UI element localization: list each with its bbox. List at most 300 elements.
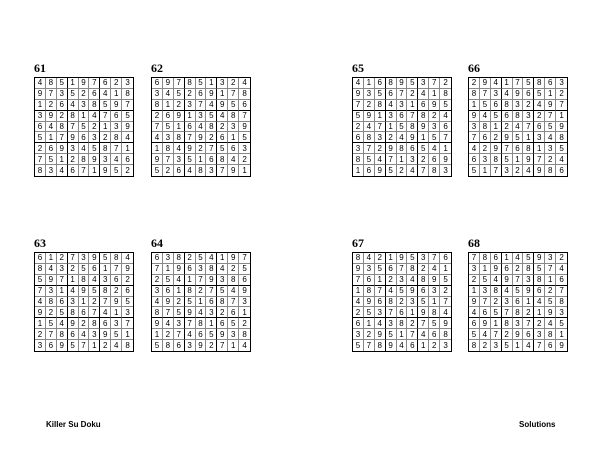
grid-cell: 9	[480, 78, 491, 89]
grid-cell: 8	[545, 329, 556, 340]
grid-cell: 2	[239, 154, 250, 165]
grid-cell: 4	[491, 78, 502, 89]
grid-cell: 5	[46, 318, 57, 329]
grid-cell: 7	[217, 340, 228, 351]
grid-cell: 7	[68, 253, 79, 264]
grid-cell: 5	[491, 111, 502, 122]
grid-cell: 4	[228, 286, 239, 297]
grid-cell: 2	[174, 100, 185, 111]
grid-cell: 4	[429, 143, 440, 154]
grid-cell: 1	[100, 264, 111, 275]
grid-cell: 2	[534, 111, 545, 122]
grid-cell: 4	[206, 253, 217, 264]
grid-cell: 6	[100, 318, 111, 329]
grid-cell: 5	[68, 89, 79, 100]
grid-cell: 2	[491, 297, 502, 308]
grid-cell: 7	[440, 132, 451, 143]
grid-cell: 5	[174, 89, 185, 100]
grid-cell: 2	[502, 122, 513, 133]
grid-cell: 8	[375, 340, 386, 351]
grid-cell: 9	[185, 307, 196, 318]
grid-cell: 2	[513, 165, 524, 176]
grid-cell: 1	[79, 111, 90, 122]
grid-cell: 5	[35, 275, 46, 286]
grid-cell: 6	[196, 89, 207, 100]
grid-cell: 7	[386, 154, 397, 165]
grid-cell: 3	[513, 100, 524, 111]
grid-cell: 3	[122, 78, 133, 89]
grid-cell: 9	[545, 100, 556, 111]
grid-cell: 2	[556, 89, 567, 100]
grid-cell: 4	[89, 111, 100, 122]
grid-cell: 5	[89, 286, 100, 297]
grid-cell: 2	[523, 307, 534, 318]
grid-cell: 6	[523, 89, 534, 100]
grid-cell: 6	[163, 111, 174, 122]
grid-cell: 8	[523, 143, 534, 154]
grid-cell: 5	[217, 286, 228, 297]
grid-cell: 5	[469, 329, 480, 340]
grid-cell: 4	[217, 264, 228, 275]
grid-cell: 2	[174, 297, 185, 308]
grid-cell: 3	[469, 122, 480, 133]
grid-cell: 7	[397, 264, 408, 275]
grid-cell: 7	[35, 286, 46, 297]
grid-cell: 2	[217, 122, 228, 133]
grid-cell: 9	[502, 132, 513, 143]
grid-cell: 5	[491, 307, 502, 318]
grid-cell: 8	[239, 89, 250, 100]
grid-cell: 6	[469, 318, 480, 329]
grid-cell: 6	[111, 111, 122, 122]
grid-cell: 3	[163, 132, 174, 143]
grid-cell: 8	[480, 253, 491, 264]
grid-cell: 9	[239, 286, 250, 297]
grid-cell: 5	[228, 100, 239, 111]
grid-cell: 8	[491, 154, 502, 165]
grid-cell: 6	[46, 143, 57, 154]
grid-cell: 9	[429, 275, 440, 286]
grid-cell: 8	[79, 275, 90, 286]
grid-cell: 3	[502, 165, 513, 176]
grid-cell: 6	[429, 329, 440, 340]
grid-cell: 3	[239, 297, 250, 308]
puzzle-number: 62	[151, 61, 163, 75]
grid-cell: 3	[443, 341, 448, 351]
grid-cell: 6	[397, 307, 408, 318]
grid-cell: 5	[386, 329, 397, 340]
grid-cell: 7	[364, 340, 375, 351]
grid-cell: 4	[68, 286, 79, 297]
grid-cell: 6	[375, 78, 386, 89]
grid-cell: 3	[397, 100, 408, 111]
grid-cell: 7	[364, 143, 375, 154]
grid-cell: 9	[480, 318, 491, 329]
puzzle-63	[34, 236, 134, 352]
grid-cell: 9	[174, 111, 185, 122]
grid-cell: 7	[513, 78, 524, 89]
grid-cell: 2	[35, 143, 46, 154]
grid-cell: 6	[364, 275, 375, 286]
grid-cell: 5	[480, 275, 491, 286]
grid-cell: 6	[152, 253, 163, 264]
grid-cell: 7	[480, 89, 491, 100]
grid-cell: 9	[79, 78, 90, 89]
grid-cell: 2	[375, 143, 386, 154]
grid-cell: 1	[491, 318, 502, 329]
grid-cell: 8	[111, 253, 122, 264]
grid-cell: 9	[122, 122, 133, 133]
grid-cell: 5	[375, 89, 386, 100]
grid-cell: 6	[386, 264, 397, 275]
grid-cell: 9	[440, 154, 451, 165]
grid-cell: 9	[375, 165, 386, 176]
grid-cell: 9	[513, 329, 524, 340]
grid-cell: 5	[35, 132, 46, 143]
grid-cell: 9	[217, 100, 228, 111]
grid-cell: 3	[217, 78, 228, 89]
grid-cell: 6	[228, 143, 239, 154]
grid-cell: 5	[100, 253, 111, 264]
grid-cell: 6	[35, 253, 46, 264]
grid-cell: 8	[228, 275, 239, 286]
grid-cell: 3	[57, 89, 68, 100]
grid-cell: 7	[353, 275, 364, 286]
grid-cell: 6	[523, 329, 534, 340]
grid-cell: 3	[111, 122, 122, 133]
grid-cell: 3	[79, 253, 90, 264]
grid-cell: 2	[545, 154, 556, 165]
grid-cell: 5	[353, 340, 364, 351]
grid-cell: 9	[545, 307, 556, 318]
grid-cell: 4	[57, 318, 68, 329]
grid-cell: 5	[206, 329, 217, 340]
grid-cell: 7	[174, 329, 185, 340]
puzzle-68	[468, 236, 568, 352]
grid-cell: 9	[100, 329, 111, 340]
grid-cell: 9	[152, 318, 163, 329]
grid-cell: 5	[111, 329, 122, 340]
grid-cell: 5	[513, 132, 524, 143]
grid-cell: 2	[89, 122, 100, 133]
grid-cell: 2	[35, 329, 46, 340]
grid-cell: 7	[228, 89, 239, 100]
grid-cell: 7	[89, 78, 100, 89]
grid-cell: 2	[480, 340, 491, 351]
grid-cell: 3	[386, 111, 397, 122]
grid-cell: 4	[100, 307, 111, 318]
grid-cell: 3	[429, 286, 440, 297]
grid-cell: 3	[443, 166, 448, 176]
grid-cell: 4	[364, 122, 375, 133]
grid-cell: 3	[100, 154, 111, 165]
grid-cell: 2	[407, 89, 418, 100]
grid-cell: 3	[480, 154, 491, 165]
grid-cell: 1	[239, 307, 250, 318]
grid-cell: 7	[79, 165, 90, 176]
grid-cell: 1	[185, 111, 196, 122]
grid-cell: 5	[152, 340, 163, 351]
grid-cell: 1	[242, 166, 247, 176]
grid-cell: 2	[57, 253, 68, 264]
grid-cell: 2	[386, 132, 397, 143]
puzzle-number: 61	[34, 61, 46, 75]
grid-cell: 2	[440, 286, 451, 297]
grid-cell: 2	[100, 340, 111, 351]
grid-cell: 6	[174, 340, 185, 351]
grid-cell: 2	[228, 264, 239, 275]
grid-cell: 4	[534, 100, 545, 111]
grid-cell: 5	[418, 143, 429, 154]
grid-cell: 2	[353, 307, 364, 318]
solution-grid	[352, 252, 452, 352]
grid-cell: 1	[79, 297, 90, 308]
grid-cell: 4	[163, 318, 174, 329]
grid-cell: 3	[196, 264, 207, 275]
grid-cell: 6	[68, 329, 79, 340]
grid-cell: 5	[196, 253, 207, 264]
grid-cell: 5	[57, 78, 68, 89]
grid-cell: 1	[46, 253, 57, 264]
grid-cell: 9	[196, 132, 207, 143]
grid-cell: 5	[152, 165, 163, 176]
grid-cell: 2	[418, 264, 429, 275]
grid-cell: 9	[46, 275, 57, 286]
grid-cell: 3	[534, 329, 545, 340]
grid-cell: 1	[364, 78, 375, 89]
grid-cell: 7	[163, 307, 174, 318]
grid-cell: 4	[122, 132, 133, 143]
grid-cell: 9	[469, 297, 480, 308]
grid-cell: 1	[469, 100, 480, 111]
grid-cell: 8	[68, 111, 79, 122]
grid-cell: 3	[545, 143, 556, 154]
grid-cell: 2	[545, 286, 556, 297]
grid-cell: 1	[89, 165, 100, 176]
grid-cell: 7	[523, 122, 534, 133]
grid-cell: 5	[407, 78, 418, 89]
grid-cell: 3	[68, 143, 79, 154]
grid-cell: 1	[174, 286, 185, 297]
grid-cell: 1	[429, 297, 440, 308]
grid-cell: 5	[57, 307, 68, 318]
grid-cell: 6	[122, 286, 133, 297]
grid-cell: 8	[217, 154, 228, 165]
grid-cell: 8	[152, 307, 163, 318]
grid-cell: 9	[163, 297, 174, 308]
grid-cell: 1	[196, 297, 207, 308]
grid-cell: 5	[111, 165, 122, 176]
grid-cell: 1	[386, 253, 397, 264]
grid-cell: 8	[418, 111, 429, 122]
grid-cell: 3	[375, 132, 386, 143]
grid-cell: 1	[480, 165, 491, 176]
grid-cell: 7	[375, 286, 386, 297]
grid-cell: 1	[206, 318, 217, 329]
grid-cell: 2	[469, 78, 480, 89]
grid-cell: 8	[163, 340, 174, 351]
grid-cell: 5	[545, 297, 556, 308]
solution-grid	[352, 77, 452, 177]
grid-cell: 7	[407, 329, 418, 340]
grid-cell: 9	[440, 318, 451, 329]
grid-cell: 4	[513, 122, 524, 133]
grid-cell: 6	[545, 78, 556, 89]
grid-cell: 4	[174, 275, 185, 286]
puzzle-67	[352, 236, 452, 352]
grid-cell: 2	[397, 297, 408, 308]
grid-cell: 1	[407, 100, 418, 111]
grid-cell: 5	[239, 264, 250, 275]
grid-cell: 5	[534, 89, 545, 100]
grid-cell: 8	[174, 132, 185, 143]
grid-cell: 5	[480, 100, 491, 111]
grid-cell: 2	[122, 275, 133, 286]
grid-cell: 9	[513, 89, 524, 100]
grid-cell: 6	[239, 100, 250, 111]
grid-cell: 1	[35, 318, 46, 329]
grid-cell: 2	[407, 318, 418, 329]
grid-cell: 1	[480, 264, 491, 275]
grid-cell: 3	[534, 132, 545, 143]
grid-cell: 5	[364, 154, 375, 165]
grid-cell: 1	[163, 100, 174, 111]
grid-cell: 1	[556, 111, 567, 122]
grid-cell: 1	[100, 122, 111, 133]
grid-cell: 8	[196, 165, 207, 176]
grid-cell: 8	[185, 286, 196, 297]
grid-cell: 3	[89, 132, 100, 143]
grid-cell: 5	[397, 122, 408, 133]
grid-cell: 6	[545, 340, 556, 351]
solution-grid	[151, 252, 251, 352]
grid-cell: 9	[228, 253, 239, 264]
grid-cell: 7	[174, 78, 185, 89]
grid-cell: 3	[364, 89, 375, 100]
grid-cell: 3	[239, 143, 250, 154]
grid-cell: 4	[239, 78, 250, 89]
grid-cell: 1	[111, 89, 122, 100]
grid-cell: 9	[206, 275, 217, 286]
grid-cell: 3	[217, 275, 228, 286]
grid-cell: 4	[545, 132, 556, 143]
grid-cell: 1	[57, 154, 68, 165]
grid-cell: 2	[46, 307, 57, 318]
grid-cell: 4	[440, 307, 451, 318]
grid-cell: 1	[407, 307, 418, 318]
grid-cell: 6	[206, 297, 217, 308]
grid-cell: 8	[185, 78, 196, 89]
grid-cell: 1	[534, 307, 545, 318]
grid-cell: 7	[89, 307, 100, 318]
grid-cell: 7	[545, 264, 556, 275]
grid-cell: 6	[491, 100, 502, 111]
grid-cell: 8	[206, 122, 217, 133]
grid-cell: 1	[375, 111, 386, 122]
grid-cell: 8	[46, 78, 57, 89]
grid-cell: 6	[239, 275, 250, 286]
grid-cell: 8	[239, 329, 250, 340]
grid-cell: 2	[185, 89, 196, 100]
grid-cell: 3	[513, 318, 524, 329]
grid-cell: 6	[79, 132, 90, 143]
grid-cell: 9	[163, 78, 174, 89]
grid-cell: 7	[556, 100, 567, 111]
grid-cell: 1	[429, 89, 440, 100]
grid-cell: 3	[556, 78, 567, 89]
grid-cell: 5	[174, 307, 185, 318]
grid-cell: 2	[185, 253, 196, 264]
grid-cell: 5	[185, 154, 196, 165]
grid-cell: 1	[397, 154, 408, 165]
grid-cell: 5	[469, 165, 480, 176]
grid-cell: 9	[491, 264, 502, 275]
grid-cell: 1	[152, 143, 163, 154]
grid-cell: 2	[364, 329, 375, 340]
grid-cell: 2	[397, 165, 408, 176]
grid-cell: 4	[407, 275, 418, 286]
grid-cell: 2	[79, 318, 90, 329]
grid-cell: 5	[502, 340, 513, 351]
grid-cell: 4	[386, 286, 397, 297]
grid-cell: 5	[534, 264, 545, 275]
grid-cell: 9	[556, 122, 567, 133]
grid-cell: 5	[122, 111, 133, 122]
puzzle-64	[151, 236, 251, 352]
grid-cell: 2	[163, 165, 174, 176]
grid-cell: 2	[163, 329, 174, 340]
grid-cell: 3	[68, 297, 79, 308]
grid-cell: 6	[429, 154, 440, 165]
grid-cell: 2	[469, 275, 480, 286]
grid-cell: 5	[239, 132, 250, 143]
grid-cell: 5	[386, 165, 397, 176]
grid-cell: 5	[196, 78, 207, 89]
grid-cell: 3	[228, 329, 239, 340]
grid-cell: 5	[440, 100, 451, 111]
grid-cell: 7	[100, 111, 111, 122]
grid-cell: 6	[440, 253, 451, 264]
grid-cell: 4	[100, 89, 111, 100]
grid-cell: 9	[397, 253, 408, 264]
grid-cell: 2	[196, 143, 207, 154]
grid-cell: 9	[353, 264, 364, 275]
grid-cell: 7	[429, 253, 440, 264]
grid-cell: 5	[375, 264, 386, 275]
grid-cell: 8	[502, 318, 513, 329]
grid-cell: 4	[502, 286, 513, 297]
grid-cell: 8	[386, 78, 397, 89]
grid-cell: 6	[480, 132, 491, 143]
grid-cell: 4	[429, 264, 440, 275]
puzzle-61	[34, 61, 134, 177]
grid-cell: 9	[534, 165, 545, 176]
puzzle-65	[352, 61, 452, 177]
grid-cell: 8	[480, 122, 491, 133]
grid-cell: 9	[217, 329, 228, 340]
grid-cell: 8	[174, 253, 185, 264]
grid-cell: 4	[79, 329, 90, 340]
grid-cell: 4	[111, 340, 122, 351]
grid-cell: 5	[440, 275, 451, 286]
grid-cell: 4	[89, 275, 100, 286]
grid-cell: 4	[397, 340, 408, 351]
grid-cell: 8	[111, 132, 122, 143]
grid-cell: 2	[491, 132, 502, 143]
grid-cell: 8	[375, 100, 386, 111]
grid-cell: 4	[111, 154, 122, 165]
grid-cell: 2	[440, 78, 451, 89]
